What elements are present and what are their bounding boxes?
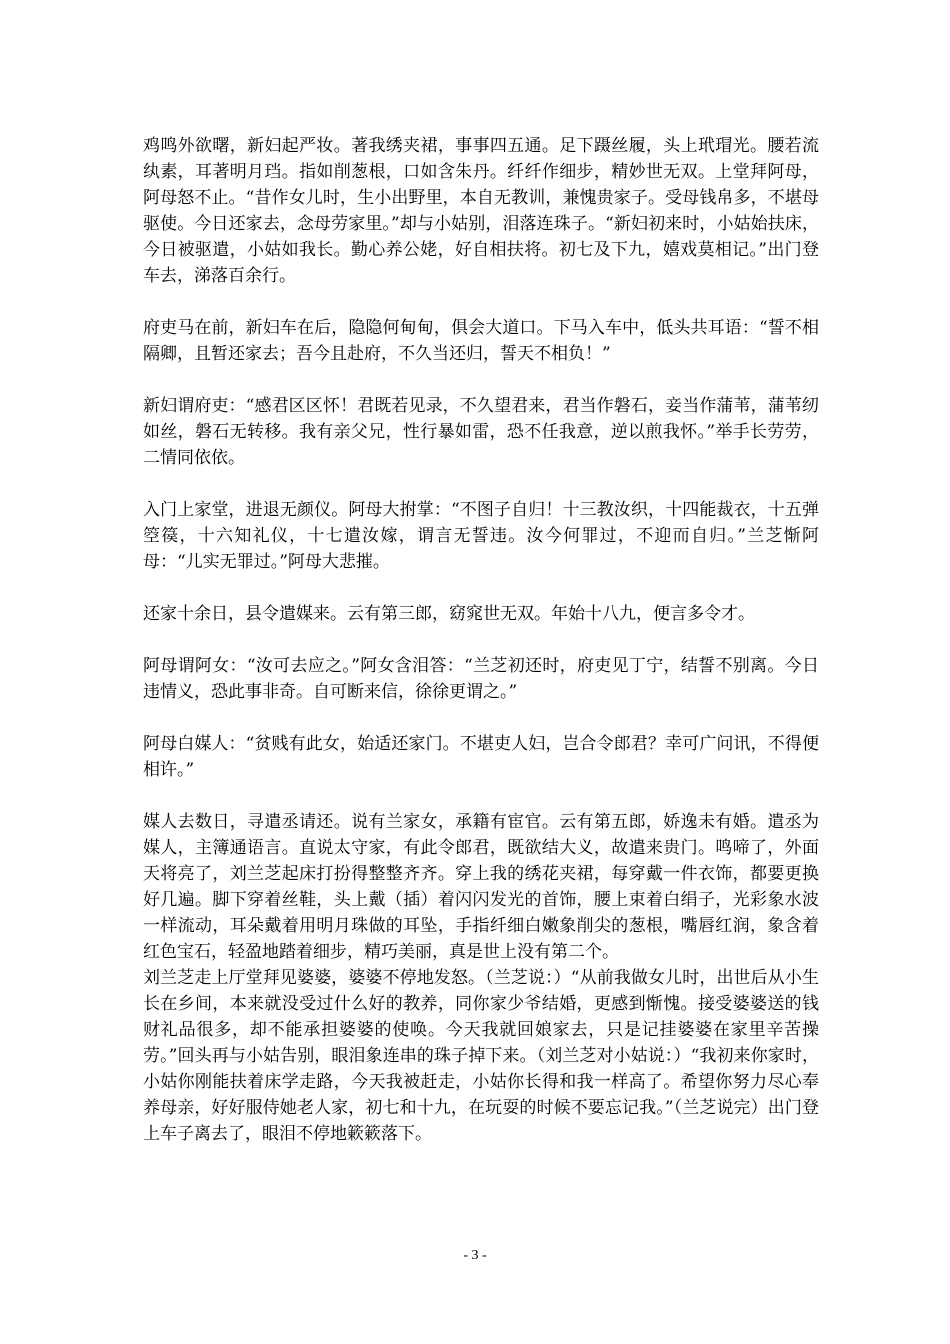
- paragraph-2: 府吏马在前，新妇车在后，隐隐何甸甸，俱会大道口。下马入车中，低头共耳语：“誓不相隔卿，且暂还家去；吾今且赴府，不久当还归，誓天不相负！”: [143, 318, 819, 364]
- paragraph-5: 还家十余日，县令遣媒来。云有第三郎，窈窕世无双。年始十八九，便言多令才。: [143, 604, 755, 624]
- paragraph-spacer: [143, 705, 819, 731]
- paragraph-9: 刘兰芝走上厅堂拜见婆婆，婆婆不停地发怒。（兰芝说：）“从前我做女儿时，出世后从小生长在乡间，本来就没受过什么好的教养，同你家少爷结婚，更感到惭愧。接受婆婆送的钱财礼品很多，却不能承担婆婆的使唤。今天我就回娘家去，只是记挂婆婆在家里辛苦操劳。”回头再与小姑告别，眼泪象连串的珠子掉下来。（刘兰芝对小姑说：）“我初来你家时，小姑你刚能扶着床学走路，今天我被赶走，小姑你长得和我一样高了。希望你努力尽心奉养母亲，好好服侍她老人家，初七和十九，在玩耍的时候不要忘记我。”（兰芝说完）出门登上车子离去了，眼泪不停地簌簌落下。: [143, 968, 819, 1144]
- paragraph-spacer: [143, 289, 819, 315]
- paragraph-3: 新妇谓府吏：“感君区区怀！君既若见录，不久望君来，君当作磐石，妾当作蒲苇，蒲苇纫如丝，磐石无转移。我有亲父兄，性行暴如雷，恐不任我意，逆以煎我怀。”举手长劳劳，二情同依依。: [143, 396, 819, 468]
- paragraph-spacer: [143, 783, 819, 809]
- paragraph-6: 阿母谓阿女：“汝可去应之。”阿女含泪答：“兰芝初还时，府吏见丁宁，结誓不别离。今日违情义，恐此事非奇。自可断来信，徐徐更谓之。”: [143, 656, 819, 702]
- paragraph-spacer: [143, 627, 819, 653]
- document-body: [143, 133, 819, 1147]
- paragraph-spacer: [143, 367, 819, 393]
- page-number: - 3 -: [463, 1248, 487, 1263]
- paragraph-7: 阿母白媒人：“贫贱有此女，始适还家门。不堪吏人妇，岂合令郎君？幸可广问讯，不得便相许。”: [143, 734, 819, 780]
- paragraph-spacer: [143, 471, 819, 497]
- paragraph-1: 鸡鸣外欲曙，新妇起严妆。著我绣夹裙，事事四五通。足下蹑丝履，头上玳瑁光。腰若流纨素，耳著明月珰。指如削葱根，口如含朱丹。纤纤作细步，精妙世无双。上堂拜阿母，阿母怒不止。“昔作女儿时，生小出野里，本自无教训，兼愧贵家子。受母钱帛多，不堪母驱使。今日还家去，念母劳家里。”却与小姑别，泪落连珠子。“新妇初来时，小姑始扶床，今日被驱遣，小姑如我长。勤心养公姥，好自相扶将。初七及下九，嬉戏莫相记。”出门登车去，涕落百余行。: [143, 136, 819, 286]
- paragraph-8: 媒人去数日，寻遣丞请还。说有兰家女，承籍有宦官。云有第五郎，娇逸未有婚。遣丞为媒人，主簿通语言。直说太守家，有此令郎君，既欲结大义，故遣来贵门。鸣啼了，外面天将亮了，刘兰芝起床打扮得整整齐齐。穿上我的绣花夹裙，每穿戴一件衣饰，都要更换好几遍。脚下穿着丝鞋，头上戴（插）着闪闪发光的首饰，腰上束着白绢子，光彩象水波一样流动，耳朵戴着用明月珠做的耳坠，手指纤细白嫩象削尖的葱根，嘴唇红润，象含着红色宝石，轻盈地踏着细步，精巧美丽，真是世上没有第二个。: [143, 812, 819, 962]
- paragraph-4: 入门上家堂，进退无颜仪。阿母大拊掌：“不图子自归！十三教汝织，十四能裁衣，十五弹箜篌，十六知礼仪，十七遣汝嫁，谓言无誓违。汝今何罪过，不迎而自归。”兰芝惭阿母：“儿实无罪过。”阿母大悲摧。: [143, 500, 819, 572]
- paragraph-spacer: [143, 575, 819, 601]
